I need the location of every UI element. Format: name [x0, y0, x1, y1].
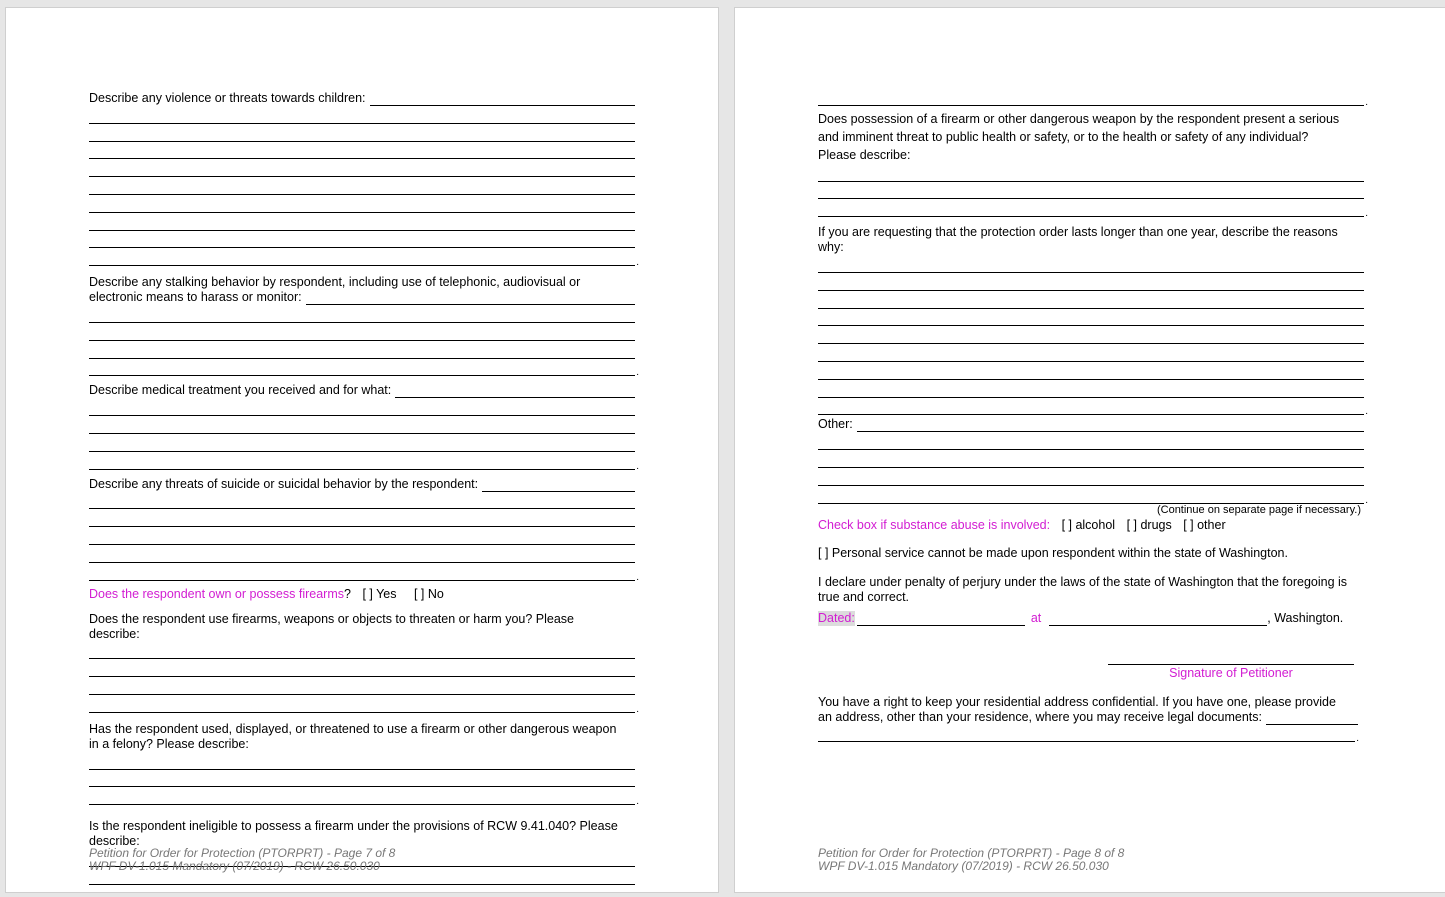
firearms-use-question: [89, 612, 635, 642]
answer-line[interactable]: [818, 398, 1364, 416]
substance-label: Check box if substance abuse is involved:: [818, 517, 1051, 532]
ineligible-label-2: describe:: [89, 834, 140, 849]
footer-line-2: WPF DV-1.015 Mandatory (07/2019) - RCW 26.50.030: [818, 859, 1109, 873]
answer-line[interactable]: [818, 468, 1364, 486]
threat-label-1: Does possession of a firearm or other dangerous weapon by the respondent present a serious: [818, 111, 1340, 126]
personal-service-checkbox[interactable]: [ ] Personal service cannot be made upon respondent within the state of Washington.: [818, 545, 1288, 560]
answer-line[interactable]: [89, 398, 635, 416]
answer-line[interactable]: [89, 545, 635, 563]
washington-label: , Washington.: [1267, 610, 1344, 625]
other-label: Other:: [818, 417, 853, 432]
firearms-use-label-1: Does the respondent use firearms, weapons or objects to threaten or harm you? Please: [89, 611, 574, 626]
firearms-own-mark: ?: [344, 586, 351, 601]
answer-line[interactable]: [89, 248, 635, 266]
longer-label-1: If you are requesting that the protection order lasts longer than one year, describe the reasons: [818, 225, 1338, 240]
answer-line[interactable]: [818, 326, 1364, 344]
longer-question: [818, 225, 1364, 255]
answer-line[interactable]: [89, 527, 635, 545]
answer-line[interactable]: [89, 787, 635, 805]
page-7: [6, 8, 718, 892]
address-answer-line[interactable]: [818, 725, 1355, 743]
drugs-checkbox[interactable]: [ ] drugs: [1126, 517, 1172, 532]
medical-question: [89, 383, 635, 398]
answer-line[interactable]: [89, 159, 635, 177]
answer-line[interactable]: [818, 164, 1364, 182]
longer-label-2: why:: [818, 240, 844, 255]
answer-line[interactable]: [818, 199, 1364, 217]
medical-answer-field[interactable]: [395, 383, 635, 398]
answer-line[interactable]: [89, 106, 635, 124]
page-8-footer: [818, 847, 1124, 873]
firearms-no-checkbox[interactable]: [ ] No: [413, 586, 444, 601]
answer-line[interactable]: [818, 255, 1364, 273]
answer-line[interactable]: [818, 182, 1364, 200]
dated-row: [818, 611, 1364, 626]
answer-line[interactable]: [818, 362, 1364, 380]
footer-line-1: Petition for Order for Protection (PTORPRT) - Page 7 of 8: [89, 846, 396, 860]
at-label: at: [1030, 610, 1042, 625]
medical-label: Describe medical treatment you received and for what:: [89, 383, 392, 398]
answer-line[interactable]: [818, 344, 1364, 362]
answer-line[interactable]: [89, 231, 635, 249]
location-field[interactable]: [1049, 611, 1267, 626]
page-7-content: [89, 91, 635, 885]
answer-line[interactable]: [818, 450, 1364, 468]
answer-line[interactable]: [89, 213, 635, 231]
continue-note: (Continue on separate page if necessary.): [1156, 503, 1361, 516]
other-question: [818, 417, 1364, 432]
answer-line[interactable]: [89, 323, 635, 341]
answer-line[interactable]: [818, 88, 1364, 106]
firearms-use-label-2: describe:: [89, 626, 140, 641]
answer-line[interactable]: [89, 195, 635, 213]
page-8-content: [818, 88, 1364, 742]
threat-label-3: Please describe:: [818, 147, 911, 162]
declare-line-1: I declare under penalty of perjury under the laws of the state of Washington that the foregoing is: [818, 574, 1348, 589]
page-7-footer: [89, 847, 395, 873]
firearms-own-question: [89, 587, 635, 602]
answer-line[interactable]: [89, 492, 635, 510]
answer-line[interactable]: [89, 563, 635, 581]
answer-line[interactable]: [89, 341, 635, 359]
other-checkbox[interactable]: [ ] other: [1183, 517, 1226, 532]
suicide-answer-field[interactable]: [482, 477, 635, 492]
signature-label: Signature of Petitioner: [1169, 665, 1293, 680]
children-answer-field[interactable]: [370, 91, 635, 106]
answer-line[interactable]: [89, 452, 635, 470]
signature-block: [1108, 648, 1354, 682]
answer-line[interactable]: [89, 509, 635, 527]
answer-line[interactable]: [89, 659, 635, 677]
answer-line[interactable]: [818, 380, 1364, 398]
address-answer-field[interactable]: [1266, 710, 1358, 725]
answer-line[interactable]: [818, 273, 1364, 291]
answer-line[interactable]: [89, 177, 635, 195]
answer-line[interactable]: [89, 677, 635, 695]
suicide-question: [89, 477, 635, 492]
answer-line[interactable]: [818, 291, 1364, 309]
footer-line-2: WPF DV-1.015 Mandatory (07/2019) - RCW 26.50.030: [89, 859, 380, 873]
date-field[interactable]: [857, 611, 1025, 626]
firearms-yes-checkbox[interactable]: [ ] Yes: [362, 586, 397, 601]
answer-line[interactable]: [89, 142, 635, 160]
footer-line-1: Petition for Order for Protection (PTORPRT) - Page 8 of 8: [818, 846, 1125, 860]
felony-label-1: Has the respondent used, displayed, or threatened to use a firearm or other dangerous weapon: [89, 721, 617, 736]
page-8: [735, 8, 1445, 892]
felony-label-2: in a felony? Please describe:: [89, 736, 249, 751]
answer-line[interactable]: [89, 434, 635, 452]
children-question: [89, 91, 635, 106]
ineligible-label-1: Is the respondent ineligible to possess a firearm under the provisions of RCW 9.41.040? Please: [89, 819, 618, 834]
stalking-question: [89, 275, 635, 305]
stalking-label-1: Describe any stalking behavior by respondent, including use of telephonic, audiovisual or: [89, 275, 581, 290]
felony-question: [89, 722, 635, 752]
answer-line[interactable]: [89, 416, 635, 434]
answer-line[interactable]: [89, 124, 635, 142]
answer-line[interactable]: [89, 359, 635, 377]
answer-line[interactable]: [818, 486, 1364, 504]
alcohol-checkbox[interactable]: [ ] alcohol: [1061, 517, 1116, 532]
declaration: [818, 575, 1364, 605]
address-label-2: an address, other than your residence, where you may receive legal documents:: [818, 709, 1262, 724]
other-answer-field[interactable]: [857, 417, 1364, 432]
answer-line[interactable]: [89, 752, 635, 770]
answer-line[interactable]: [89, 770, 635, 788]
address-question: [818, 695, 1358, 725]
address-label-1: You have a right to keep your residential address confidential. If you have one, please provide: [818, 694, 1336, 709]
stalking-answer-field[interactable]: [306, 290, 635, 305]
substance-row: [818, 518, 1364, 533]
answer-line[interactable]: [89, 305, 635, 323]
firearms-own-label: Does the respondent own or possess firearms: [89, 586, 344, 601]
ineligible-question: [89, 819, 635, 849]
children-label: Describe any violence or threats towards children:: [89, 91, 366, 105]
signature-field[interactable]: [1108, 648, 1354, 665]
declare-line-2: true and correct.: [818, 589, 910, 604]
answer-line[interactable]: [818, 309, 1364, 327]
answer-line[interactable]: [818, 432, 1364, 450]
threat-question: [818, 110, 1364, 164]
stalking-label-2: electronic means to harass or monitor:: [89, 290, 302, 305]
dated-label: Dated:: [818, 610, 855, 625]
threat-label-2: and imminent threat to public health or safety, or to the health or safety of any individual?: [818, 129, 1309, 144]
suicide-label: Describe any threats of suicide or suicidal behavior by the respondent:: [89, 476, 479, 491]
answer-line[interactable]: [89, 642, 635, 660]
answer-line[interactable]: [89, 695, 635, 713]
